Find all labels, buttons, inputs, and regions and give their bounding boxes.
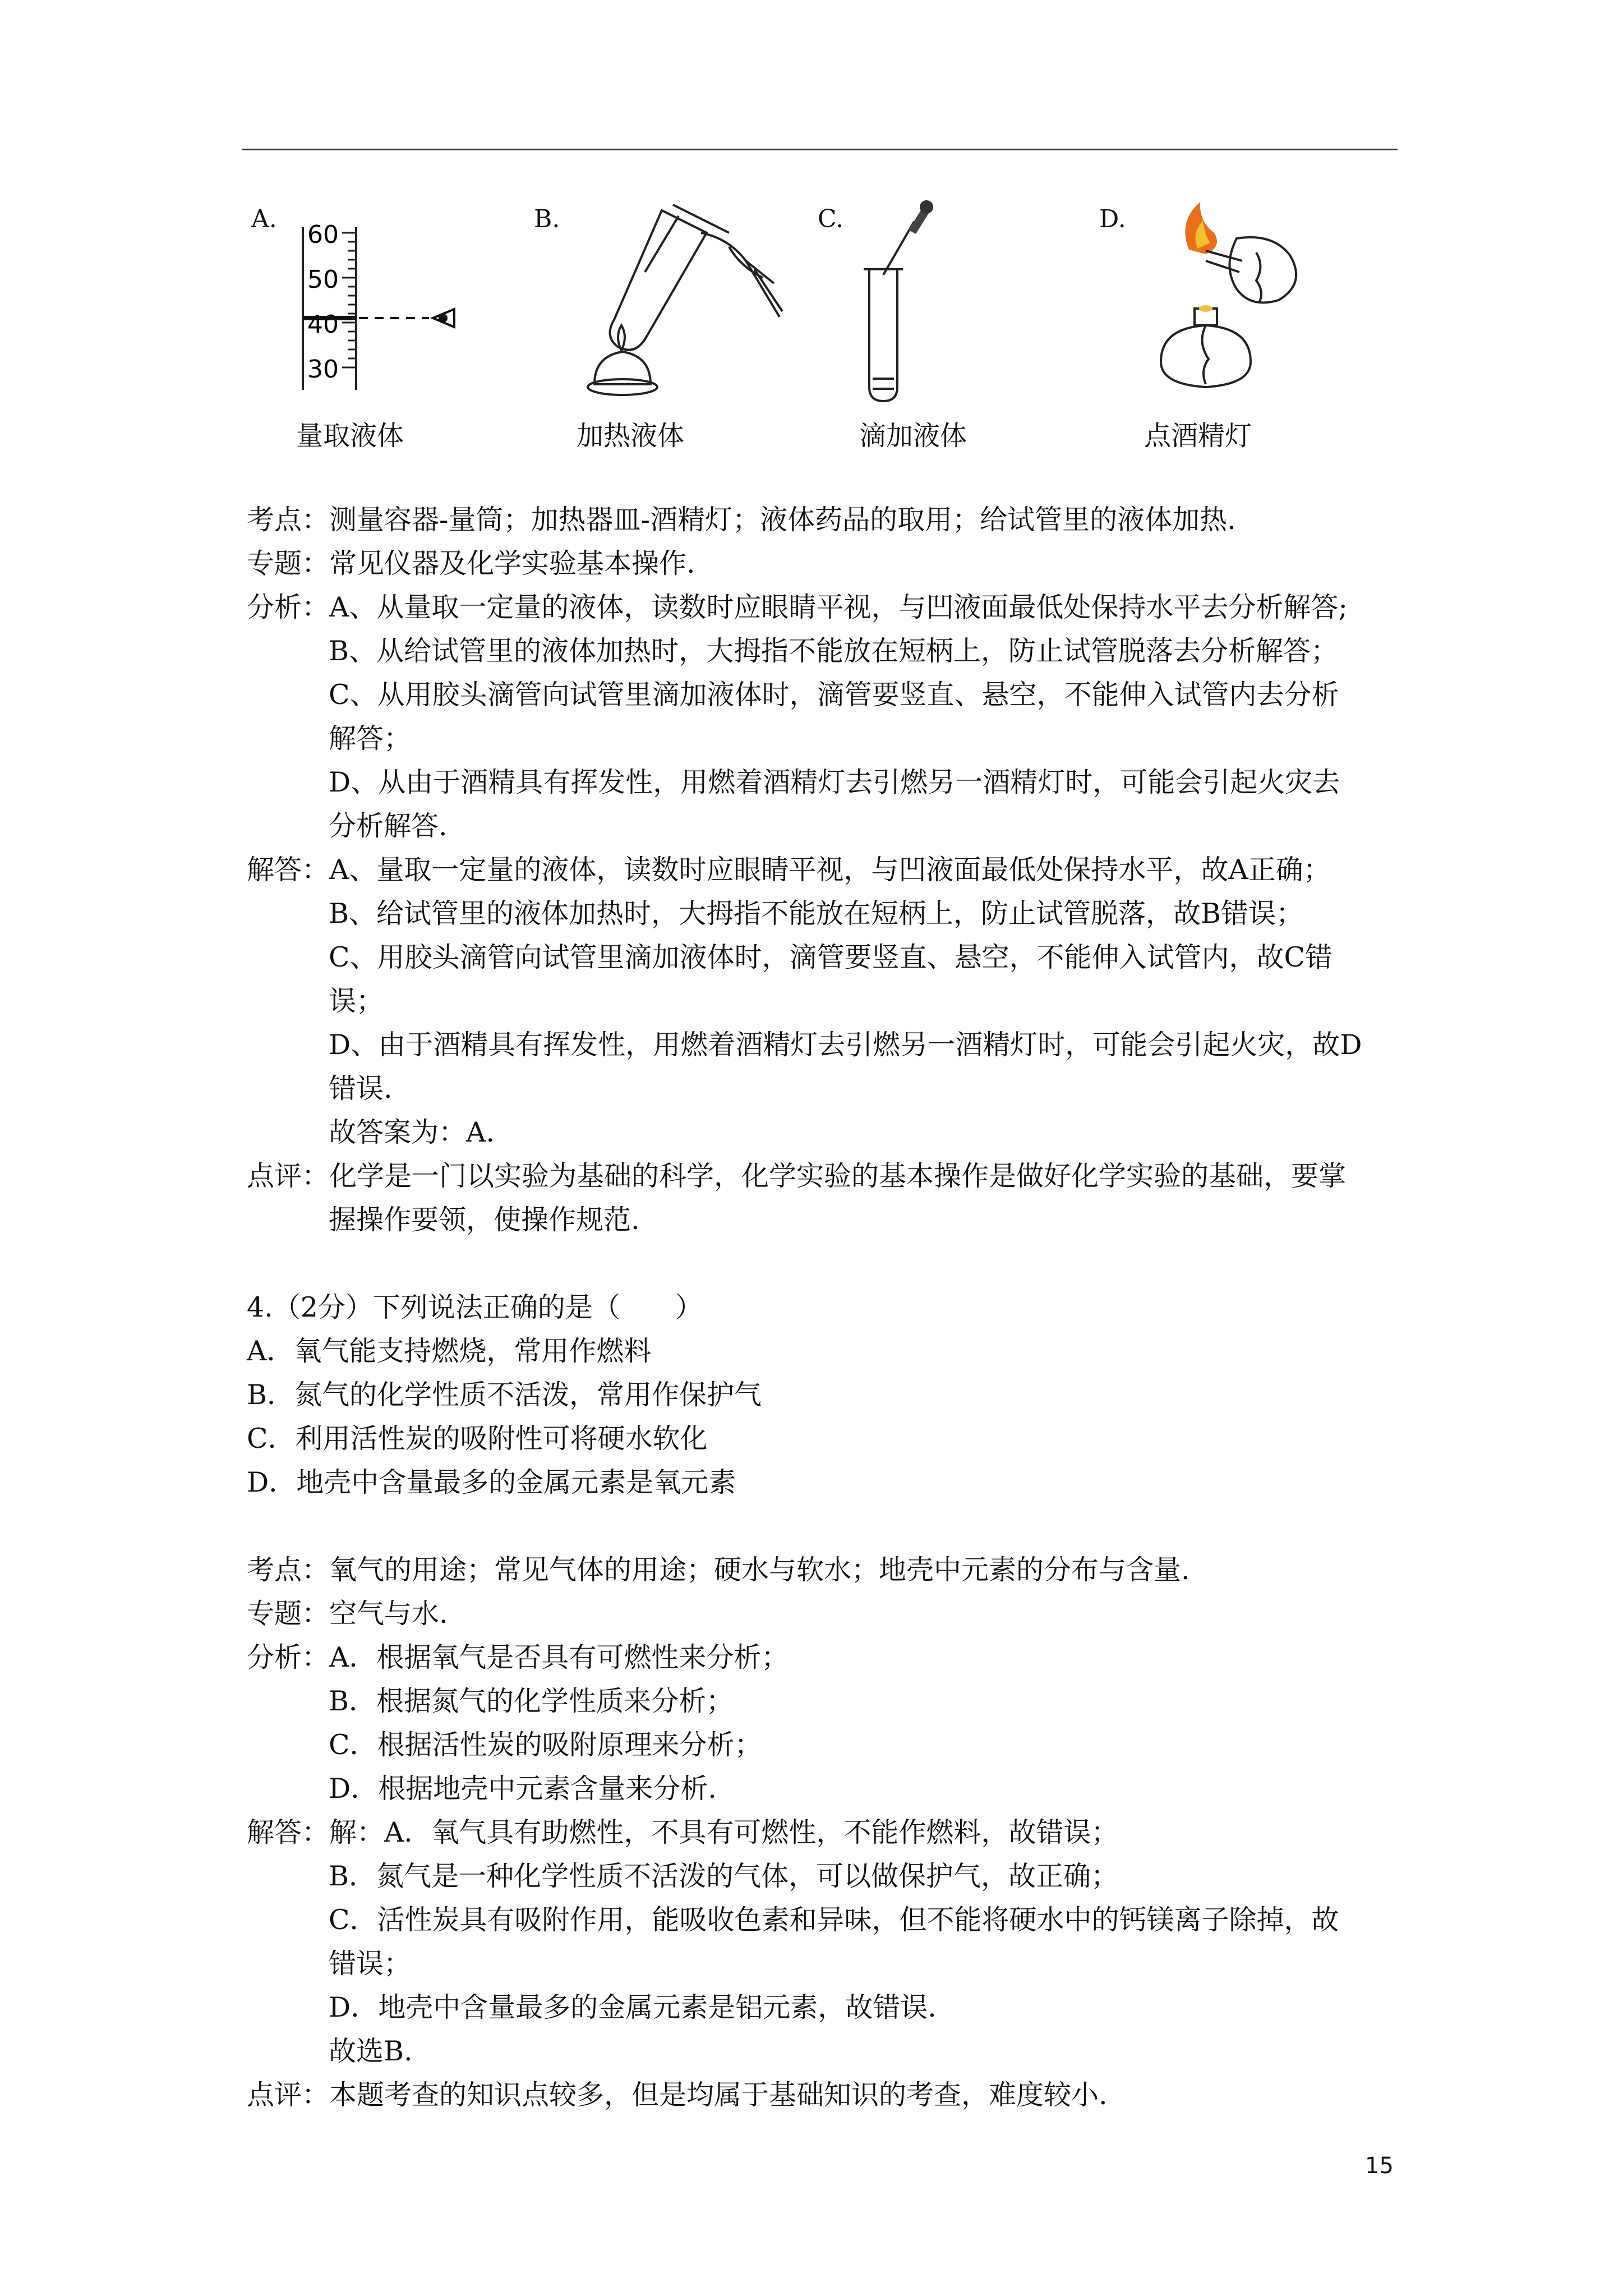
option-a-letter: A. (251, 205, 277, 233)
q3-zhuanti: 专题：常见仪器及化学实验基本操作. (247, 547, 695, 579)
heating-test-tube-icon (561, 199, 796, 407)
header-rule (242, 149, 1398, 150)
scale-30: 30 (307, 355, 339, 384)
q4-choice-b: B．氮气的化学性质不活泼，常用作保护气 (247, 1379, 762, 1411)
alcohol-lamp-lighting-icon (1144, 199, 1335, 401)
q4-fenxi-line: C．根据活性炭的吸附原理来分析； (329, 1729, 762, 1761)
scale-50: 50 (307, 265, 339, 294)
graduated-cylinder-icon (286, 199, 488, 390)
q4-jieda-line: C．活性炭具有吸附作用，能吸收色素和异味，但不能将硬水中的钙镁离子除掉，故 (329, 1904, 1339, 1936)
q4-stem: 4.（2分）下列说法正确的是（ ） (247, 1291, 703, 1323)
option-d-letter: D. (1099, 205, 1126, 233)
q3-jieda-line: 解答：A、量取一定量的液体，读数时应眼睛平视，与凹液面最低处保持水平，故A正确； (247, 854, 1331, 886)
q4-jieda-line: 解答：解：A．氧气具有助燃性，不具有可燃性，不能作燃料，故错误； (247, 1816, 1119, 1848)
q3-fenxi-line: 解答； (329, 723, 412, 754)
option-d-caption: 点酒精灯 (1144, 420, 1252, 452)
q4-jieda-line: B．氮气是一种化学性质不活泼的气体，可以做保护气，故正确； (329, 1860, 1119, 1892)
scale-60: 60 (307, 220, 339, 249)
q4-jieda-line: D．地壳中含量最多的金属元素是铝元素，故错误. (329, 1991, 937, 2023)
q4-answer: 故选B. (329, 2035, 413, 2067)
q3-dianping-line: 点评：化学是一门以实验为基础的科学，化学实验的基本操作是做好化学实验的基础，要掌 (247, 1160, 1347, 1192)
page-number: 15 (1365, 2153, 1394, 2179)
option-b-caption: 加热液体 (577, 420, 685, 452)
q4-fenxi-line: B．根据氮气的化学性质来分析； (329, 1685, 734, 1717)
q3-kaodian: 考点：测量容器-量筒；加热器皿-酒精灯；液体药品的取用；给试管里的液体加热. (247, 504, 1236, 536)
q4-choice-a: A．氧气能支持燃烧，常用作燃料 (247, 1335, 652, 1367)
q3-jieda-line: 错误. (329, 1073, 393, 1105)
q3-jieda-line: D、由于酒精具有挥发性，用燃着酒精灯去引燃另一酒精灯时，可能会引起火灾，故D (329, 1029, 1362, 1061)
q3-jieda-line: C、用胶头滴管向试管里滴加液体时，滴管要竖直、悬空，不能伸入试管内，故C错 (329, 941, 1332, 973)
q4-choice-d: D．地壳中含量最多的金属元素是氧元素 (247, 1466, 736, 1498)
q3-answer: 故答案为：A. (329, 1116, 495, 1148)
q4-kaodian: 考点：氧气的用途；常见气体的用途；硬水与软水；地壳中元素的分布与含量. (247, 1554, 1190, 1586)
q4-zhuanti: 专题：空气与水. (247, 1598, 448, 1630)
q3-jieda-line: B、给试管里的液体加热时，大拇指不能放在短柄上，防止试管脱落，故B错误； (329, 898, 1304, 930)
q3-fenxi-line: 分析：A、从量取一定量的液体，读数时应眼睛平视，与凹液面最低处保持水平去分析解答; (247, 591, 1348, 623)
option-c-caption: 滴加液体 (859, 420, 967, 452)
q4-jieda-line: 错误； (329, 1948, 412, 1980)
q3-jieda-line: 误； (329, 985, 384, 1017)
q4-fenxi-line: D．根据地壳中元素含量来分析. (329, 1773, 717, 1805)
option-a-caption: 量取液体 (296, 420, 404, 452)
q3-fenxi-line: 分析解答. (329, 810, 448, 842)
q4-fenxi-line: 分析：A．根据氧气是否具有可燃性来分析； (247, 1641, 789, 1673)
q3-fenxi-line: C、从用胶头滴管向试管里滴加液体时，滴管要竖直、悬空，不能伸入试管内去分析 (329, 679, 1339, 711)
dropper-test-tube-icon (852, 199, 965, 407)
q3-dianping-line: 握操作要领，使操作规范. (329, 1204, 640, 1236)
option-c-letter: C. (818, 205, 844, 233)
scale-40: 40 (307, 310, 339, 339)
q4-dianping: 点评：本题考查的知识点较多，但是均属于基础知识的考查，难度较小. (247, 2079, 1108, 2111)
q3-fenxi-line: B、从给试管里的液体加热时，大拇指不能放在短柄上，防止试管脱落去分析解答； (329, 635, 1339, 667)
q3-fenxi-line: D、从由于酒精具有挥发性，用燃着酒精灯去引燃另一酒精灯时，可能会引起火灾去 (329, 766, 1340, 798)
q4-choice-c: C．利用活性炭的吸附性可将硬水软化 (247, 1423, 708, 1455)
option-b-letter: B. (534, 205, 560, 233)
